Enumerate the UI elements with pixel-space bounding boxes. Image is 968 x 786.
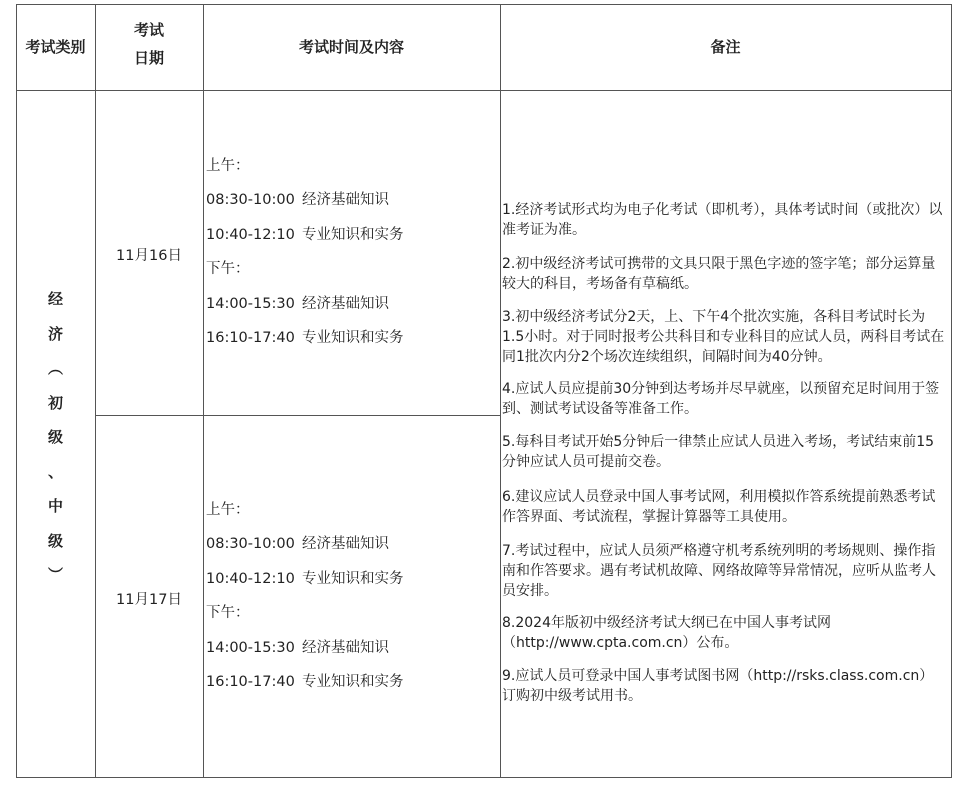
time-range: 14:00-15:30 [206, 295, 295, 312]
column-divider-3 [500, 4, 501, 778]
schedule-day-1 [206, 149, 404, 355]
subject: 专业知识和实务 [302, 674, 404, 691]
table-border-bottom [16, 777, 952, 778]
header-divider [16, 90, 952, 91]
column-divider-1 [95, 4, 96, 778]
subject: 专业知识和实务 [302, 330, 404, 347]
note-item: 7.考试过程中，应试人员须严格遵守机考系统列明的考场规则、操作指南和作答要求。遇有考试机故障、网络故障等异常情况，应听从监考人员安排。 [502, 543, 936, 599]
schedule-line [206, 252, 404, 286]
note-item: 8.2024年版初中级经济考试大纲已在中国人事考试网（http://www.cpta.com.cn）公布。 [502, 615, 831, 651]
time-range: 16:10-17:40 [206, 674, 295, 691]
day-divider [95, 415, 500, 416]
header-date-line2: 日期 [133, 49, 164, 67]
category-char: 中 [47, 497, 63, 515]
schedule-line [206, 527, 404, 561]
category-char: ︵ [47, 359, 63, 377]
subject: 经济基础知识 [302, 639, 389, 656]
time-range: 14:00-15:30 [206, 639, 295, 656]
header-date-line1: 考试 [133, 21, 164, 39]
note-item: 1.经济考试形式均为电子化考试（即机考），具体考试时间（或批次）以准考证为准。 [502, 202, 943, 238]
schedule-line [206, 321, 404, 355]
subject: 经济基础知识 [302, 192, 389, 209]
period-label: 上午： [206, 158, 250, 174]
date-day-1: 11月16日 [116, 248, 182, 264]
schedule-line [206, 493, 404, 527]
schedule-line [206, 596, 404, 630]
category-vertical-label [16, 282, 95, 593]
time-range: 08:30-10:00 [206, 192, 295, 209]
date-day-2: 11月17日 [116, 592, 182, 608]
category-char: 级 [47, 428, 63, 446]
time-range: 10:40-12:10 [206, 226, 295, 243]
category-char: 经 [47, 290, 63, 308]
category-char: ︶ [47, 566, 63, 584]
schedule-line [206, 665, 404, 699]
note-item: 5.每科目考试开始5分钟后一律禁止应试人员进入考场，考试结束前15分钟应试人员可提前交卷。 [502, 434, 935, 470]
subject: 专业知识和实务 [302, 226, 404, 243]
schedule-line [206, 287, 404, 321]
subject: 经济基础知识 [302, 295, 389, 312]
table-border-right [951, 4, 952, 778]
category-char: 、 [47, 462, 63, 481]
period-label: 下午： [206, 605, 250, 622]
subject: 经济基础知识 [302, 536, 389, 553]
category-char: 济 [47, 324, 63, 343]
time-range: 08:30-10:00 [206, 536, 295, 553]
note-item: 4.应试人员应提前30分钟到达考场并尽早就座，以预留充足时间用于签到、测试考试设备等准备工作。 [502, 381, 940, 417]
header-category: 考试类别 [25, 38, 86, 56]
note-item: 3.初中级经济考试分2天，上、下午4个批次实施，各科目考试时长为1.5小时。对于同时报考公共科目和专业科目的应试人员，两科目考试在同1批次内分2个场次连续组织，间隔时间为40分钟。 [502, 309, 945, 365]
note-item: 9.应试人员可登录中国人事考试图书网（http://rsks.class.com.cn）订购初中级考试用书。 [502, 668, 934, 704]
schedule-line [206, 562, 404, 596]
schedule-line [206, 218, 404, 252]
schedule-day-2 [206, 493, 404, 699]
schedule-line [206, 149, 404, 183]
category-char: 初 [47, 393, 63, 412]
note-item: 2.初中级经济考试可携带的文具只限于黑色字迹的签字笔；部分运算量较大的科目，考场备有草稿纸。 [502, 256, 936, 292]
schedule-line [206, 183, 404, 217]
schedule-line [206, 631, 404, 665]
period-label: 下午： [206, 261, 250, 278]
category-char: 级 [47, 531, 63, 550]
column-divider-2 [203, 4, 204, 778]
time-range: 16:10-17:40 [206, 330, 295, 347]
time-range: 10:40-12:10 [206, 570, 295, 587]
header-date [95, 16, 203, 72]
note-item: 6.建议应试人员登录中国人事考试网，利用模拟作答系统提前熟悉考试作答界面、考试流程，掌握计算器等工具使用。 [502, 489, 936, 525]
header-notes: 备注 [710, 38, 741, 56]
subject: 专业知识和实务 [302, 570, 404, 587]
header-content: 考试时间及内容 [298, 38, 404, 56]
period-label: 上午： [206, 502, 250, 518]
table-border-top [16, 4, 952, 5]
